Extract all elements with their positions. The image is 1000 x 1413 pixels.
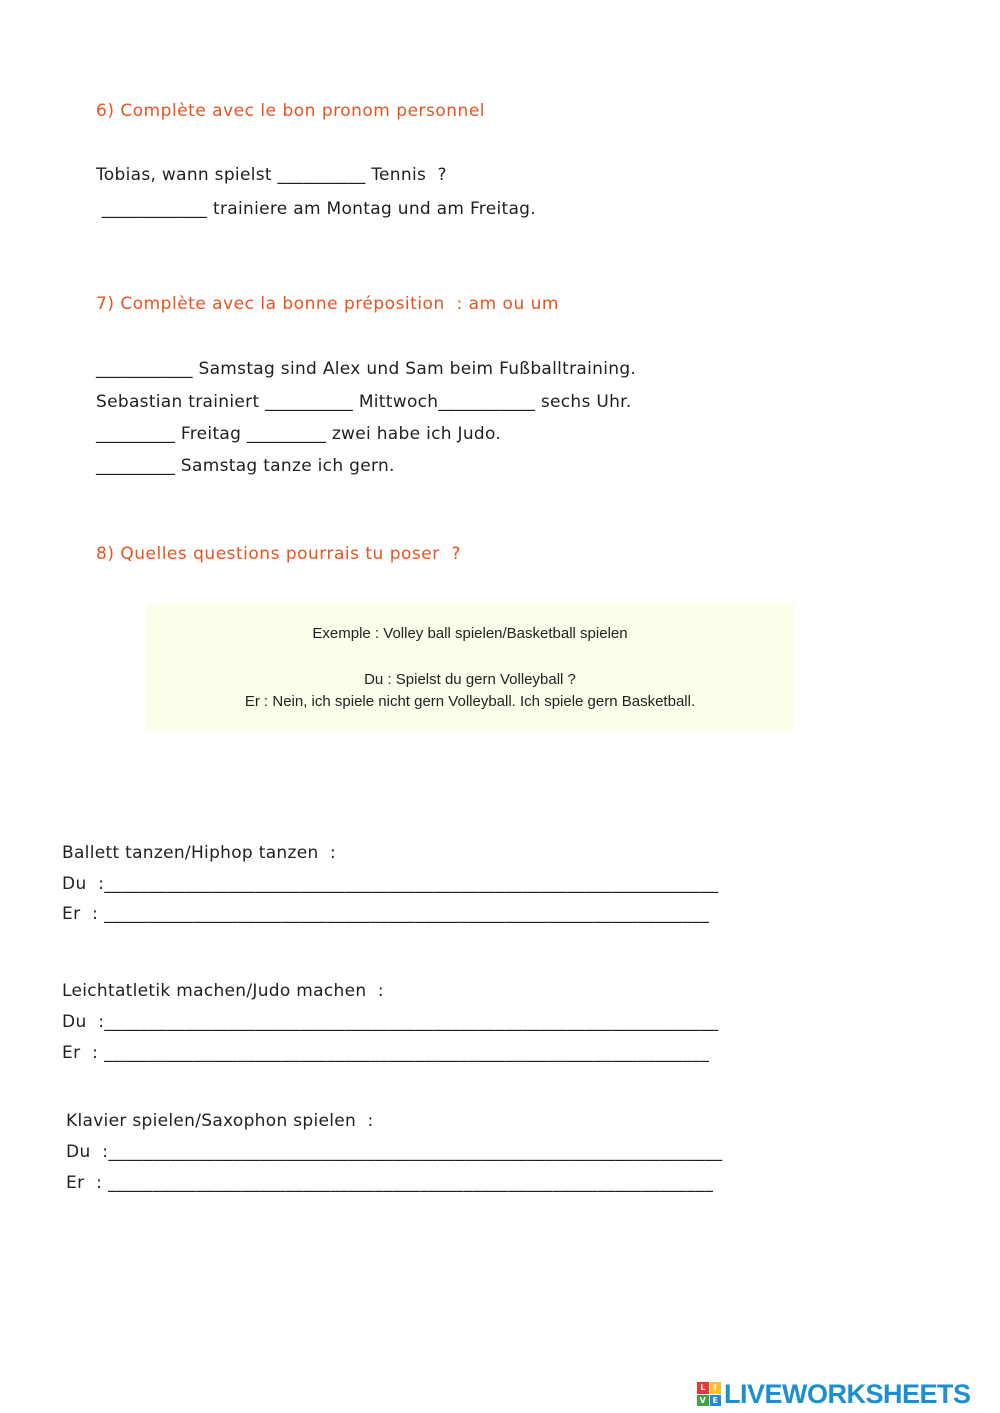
- section-7-line-2: Sebastian trainiert __________ Mittwoch___________ sechs Uhr.: [96, 392, 632, 412]
- exercise-3-er-line: Er : ____________________________________________________________________: [66, 1173, 714, 1193]
- exercise-3-title: Klavier spielen/Saxophon spielen :: [66, 1111, 374, 1131]
- exercise-1-er-line: Er : ____________________________________________________________________: [62, 904, 710, 924]
- brand-name: LIVEWORKSHEETS: [724, 1378, 971, 1409]
- example-du-line: Du : Spielst du gern Volleyball ?: [364, 671, 576, 688]
- section-6-heading: 6) Complète avec le bon pronom personnel: [96, 101, 486, 121]
- exercise-1-title: Ballett tanzen/Hiphop tanzen :: [62, 843, 336, 863]
- section-6-line-2: ____________ trainiere am Montag und am Freitag.: [96, 199, 536, 219]
- section-8-heading: 8) Quelles questions pourrais tu poser ?: [96, 544, 462, 564]
- liveworksheets-brand[interactable]: [697, 1380, 971, 1408]
- logo-letter-l: L: [697, 1382, 709, 1394]
- section-7-heading: 7) Complète avec la bonne préposition : am ou um: [96, 294, 559, 314]
- logo-letter-e: E: [710, 1395, 722, 1407]
- section-6-line-1: Tobias, wann spielst __________ Tennis ?: [96, 165, 447, 185]
- exercise-2-er-line: Er : ____________________________________________________________________: [62, 1043, 710, 1063]
- example-box: [146, 603, 794, 731]
- example-title: Exemple : Volley ball spielen/Basketball spielen: [312, 625, 628, 642]
- exercise-1-du-line: Du :_____________________________________________________________________: [62, 874, 719, 894]
- logo-letter-v: V: [697, 1395, 709, 1407]
- section-7-line-1: ___________ Samstag sind Alex und Sam beim Fußballtraining.: [96, 359, 637, 379]
- section-7-line-4: _________ Samstag tanze ich gern.: [96, 456, 395, 476]
- liveworksheets-logo-icon: [697, 1382, 721, 1406]
- example-er-line: Er : Nein, ich spiele nicht gern Volleyball. Ich spiele gern Basketball.: [244, 693, 696, 710]
- exercise-2-title: Leichtatletik machen/Judo machen :: [62, 981, 384, 1001]
- logo-letter-i: I: [710, 1382, 722, 1394]
- section-7-line-3: _________ Freitag _________ zwei habe ich Judo.: [96, 424, 502, 444]
- exercise-2-du-line: Du :_____________________________________________________________________: [62, 1012, 719, 1032]
- exercise-3-du-line: Du :_____________________________________________________________________: [66, 1142, 723, 1162]
